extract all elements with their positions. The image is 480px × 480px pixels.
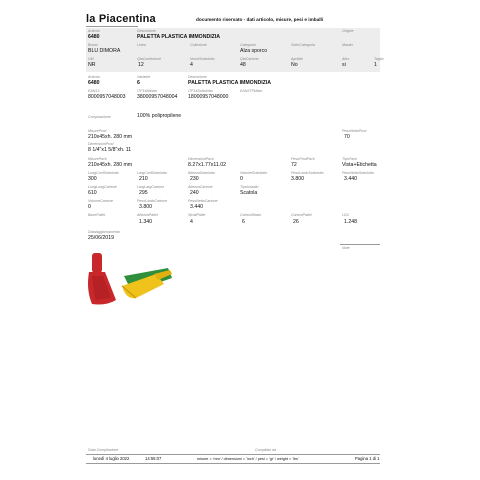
qtaconfezione-value: 12 [138,62,144,68]
pesonetto-sottolotto-value: 3.440 [344,176,357,182]
alt-cartone-label: AltezzaCartone [188,185,213,189]
pesoprodpack-label: PesoProdPack [291,157,315,161]
pesonettoprod-value: 70 [344,134,350,140]
nconfsottolotto-value: 4 [190,62,193,68]
ean-itf-misto-label: EAN/ITFMisto [240,89,263,93]
misureprod-label: MisureProd [88,129,107,133]
pesonetto-cartone-value: 3.440 [190,204,203,210]
company-logo: la Piacentina [86,13,156,25]
tipopack-label: TipoPack [342,157,357,161]
ldc-label: LDC [342,213,350,217]
footer-time: 14:55:07 [145,456,162,461]
composizione-label: Composizione [88,115,111,119]
qtacartone-value: 48 [240,62,246,68]
article-summary-band [86,28,380,72]
ean13-label: EAN13 [88,89,100,93]
sottocategoria-label: SottoCategoria [291,43,315,47]
tipoimballo-value: Scatola [240,190,258,196]
misurepack-label: MisurePack [88,157,107,161]
document-tagline: documento riservato - dati articolo, misure, pesi e imballi [196,17,324,22]
cartonistrato-label: CartoniStrato [240,213,262,217]
pesolordo-cartone-label: PesoLordoCartone [137,199,168,203]
pesonettoprod-label: PesoNettoProd [342,129,367,133]
lung-cartone-value: 610 [88,190,97,196]
altezzapallet-value: 1.340 [139,219,152,225]
vol-cartone-label: VolumeCartone [88,199,113,203]
vol-sottolotto-label: VolumeSottolotto [240,171,268,175]
variant-descrizione-value: PALETTA PLASTICA IMMONDIZIA [188,80,271,86]
descrizione-label: Descrizione [137,29,156,33]
misureprod-value: 210x45xh. 280 mm [88,134,133,140]
footer-page-number: Pagina 1 di 1 [355,456,380,461]
categoria-label: Categoria [240,43,256,47]
master-label: Master [342,43,353,47]
lung-sottolotto-label: LungConfSottolotto [88,171,119,175]
variant-articolo-value: 6480 [88,80,100,86]
dimensioniprod-label: DimensioniProd [88,142,114,146]
red-dustpan [88,253,116,305]
larg-sottolotto-value: 210 [139,176,148,182]
larg-sottolotto-label: LargConfSottolotto [137,171,167,175]
footer-date: lunedì 4 luglio 2022 [93,456,130,461]
pesolordo-cartone-value: 3.800 [139,204,152,210]
vol-cartone-value: 0 [88,204,91,210]
vol-sottolotto-value: 0 [240,176,243,182]
pesonetto-sottolotto-label: PesoNettoSottolotto [342,171,374,175]
tipopack-value: Vista+Etichetta [342,162,377,168]
logo-underline [86,26,138,27]
footer-bottom-line [86,463,380,464]
itf14master-label: ITF14Master [137,89,158,93]
dimensionipack-label: DimensioniPack [188,157,214,161]
itf14sottolotto-value: 18000957048000 [188,94,229,100]
dataaggiornamento-label: DataAggiornamento [88,230,120,234]
altro-label: Altro [342,57,350,61]
cartonipallet-label: CartoniPallet [291,213,312,217]
pesonetto-cartone-label: PesoNettoCartone [188,199,218,203]
cartonistrato-value: 6 [242,219,245,225]
apribile-label: Apribile [291,57,303,61]
ldc-value: 1.248 [344,219,357,225]
alt-sottolotto-value: 230 [190,176,199,182]
descrizione-value: PALETTA PLASTICA IMMONDIZIA [137,34,220,40]
basepallet-label: BasePallet [88,213,106,217]
note-divider [340,244,380,245]
pesolordo-sottolotto-label: PesoLordoSottolotto [291,171,324,175]
stratipallet-label: StratiPallet [188,213,206,217]
brand-value: BLU DIMORA [88,48,121,54]
ean13-value: 8000957048003 [88,94,126,100]
compilatoda-label: Compilato da [255,448,277,452]
dimensionipack-value: 8.27x1.77x11.02 [188,162,226,168]
um-label: UM [88,57,94,61]
footer-signature-line [86,454,380,455]
note-label: Note [342,246,350,250]
itf14master-value: 38000957048004 [137,94,178,100]
variant-descrizione-label: Descrizione [188,75,207,79]
composizione-value: 100% polipropilene [137,113,182,119]
variant-articolo-label: Articolo [88,75,100,79]
datacompilazione-label: Data Compilazione [88,448,119,452]
misurepack-value: 210x45xh. 280 mm [88,162,133,168]
linea-label: Linea [137,43,146,47]
itf14sottolotto-label: ITF14Sottolotto [188,89,213,93]
larg-cartone-label: LargLargCartone [137,185,165,189]
variante-value: 6 [137,80,140,86]
dataaggiornamento-value: 25/06/2019 [88,235,114,241]
footer-legend: misure = 'mm' / dimensioni = 'inch' / pesi = 'gr' / weight = 'lbs' [197,457,299,461]
product-image [86,250,178,312]
tipoimballo-label: TipoImballo [240,185,259,189]
stratipallet-value: 4 [190,219,193,225]
articolo-label: Articolo [88,29,100,33]
altro-value: si [342,62,346,68]
articolo-value: 6480 [88,34,100,40]
variante-label: Variante [137,75,151,79]
taglia-value: 1 [374,62,377,68]
origine-label: Origine [342,29,354,33]
apribile-value: No [291,62,298,68]
collezione-label: Collezione [190,43,207,47]
dimensioniprod-value: 8 1/4"x1 5/8"xh. 11 [88,147,132,153]
altezzapallet-label: AltezzaPallet [137,213,158,217]
nconfsottolotto-label: NconfSottolotto [190,57,215,61]
larg-cartone-value: 295 [139,190,148,196]
cartonipallet-value: 26 [293,219,299,225]
taglia-label: Taglia [374,57,384,61]
lung-sottolotto-value: 300 [88,176,97,182]
lung-cartone-label: LungLungCartone [88,185,117,189]
alt-sottolotto-label: AltezzaSottolotto [188,171,215,175]
pesoprodpack-value: 72 [291,162,297,168]
pesolordo-sottolotto-value: 3.800 [291,176,304,182]
categoria-value: Alza sporco [240,48,268,54]
alt-cartone-value: 240 [190,190,199,196]
um-value: NR [88,62,96,68]
red-dustpan-handle [92,253,102,273]
brand-label: Brand [88,43,98,47]
qtacartone-label: QtaCartone [240,57,259,61]
qtaconfezione-label: QtaConfezione [137,57,161,61]
